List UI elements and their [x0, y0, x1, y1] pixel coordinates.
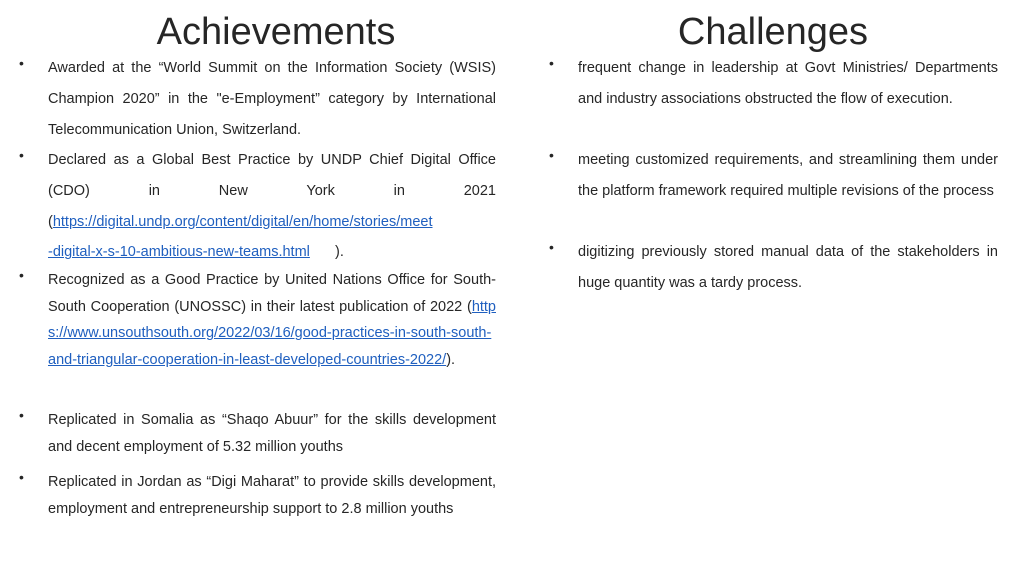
link-close-paren: ). — [335, 244, 344, 260]
list-item — [548, 237, 998, 299]
list-item — [548, 145, 998, 237]
undp-story-link[interactable] — [48, 214, 496, 269]
challenges-heading: Challenges — [677, 11, 869, 53]
achievements-list — [18, 53, 496, 549]
achievement-link-line — [48, 207, 496, 269]
link-open-paren: ( — [466, 298, 472, 315]
bullet-icon: • — [549, 147, 554, 163]
challenge-text: meeting customized requirements, and streamlining them under the platform framework required multiple revisions of the process — [578, 152, 998, 199]
bullet-icon: • — [19, 55, 24, 71]
unossc-publication-link[interactable]: https://www.unsouthsouth.org/2022/03/16/good-practices-in-south-south-and-triangular-cooperation-in-least-developed-countries-2022/ — [48, 298, 496, 368]
bullet-icon: • — [19, 407, 24, 423]
achievement-text: Replicated in Jordan as “Digi Maharat” to provide skills development, employment and entrepreneurship support to 2.8 million youths — [48, 474, 496, 517]
list-item — [18, 53, 496, 145]
achievement-text — [48, 267, 496, 373]
bullet-icon: • — [19, 469, 24, 485]
achievement-text: Declared as a Global Best Practice by UNDP Chief Digital Office (CDO) in New York in 2021 — [48, 152, 496, 199]
achievement-text: Replicated in Somalia as “Shaqo Abuur” for the skills development and decent employment of 5.32 million youths — [48, 412, 496, 455]
link-open-paren: ( — [48, 213, 53, 230]
list-item — [548, 53, 998, 145]
bullet-icon: • — [19, 267, 24, 283]
list-item — [18, 469, 496, 549]
list-item — [18, 407, 496, 469]
challenge-text: frequent change in leadership at Govt Ministries/ Departments and industry associations obstructed the flow of execution. — [578, 60, 998, 107]
challenges-list — [548, 53, 998, 299]
link-text-1: https://digital.undp.org/content/digital/en/home/stories/meet — [52, 213, 433, 230]
achievement-text: Awarded at the “World Summit on the Information Society (WSIS) Champion 2020” in the "e-Employment” category by International Telecommunication Union, Switzerland. — [48, 60, 496, 138]
achievements-heading: Achievements — [156, 11, 396, 53]
list-item — [18, 267, 496, 407]
bullet-icon: • — [549, 55, 554, 71]
achievement-text-body: Recognized as a Good Practice by United Nations Office for South-South Cooperation (UNOSSC) in their latest publication of 2022 — [48, 272, 496, 315]
link-text-2: -digital-x-s-10-ambitious-new-teams.html — [48, 244, 310, 261]
link-close-paren: ). — [446, 351, 456, 368]
bullet-icon: • — [549, 239, 554, 255]
challenge-text: digitizing previously stored manual data of the stakeholders in huge quantity was a tardy process. — [578, 244, 998, 291]
list-item — [18, 145, 496, 265]
bullet-icon: • — [19, 147, 24, 163]
